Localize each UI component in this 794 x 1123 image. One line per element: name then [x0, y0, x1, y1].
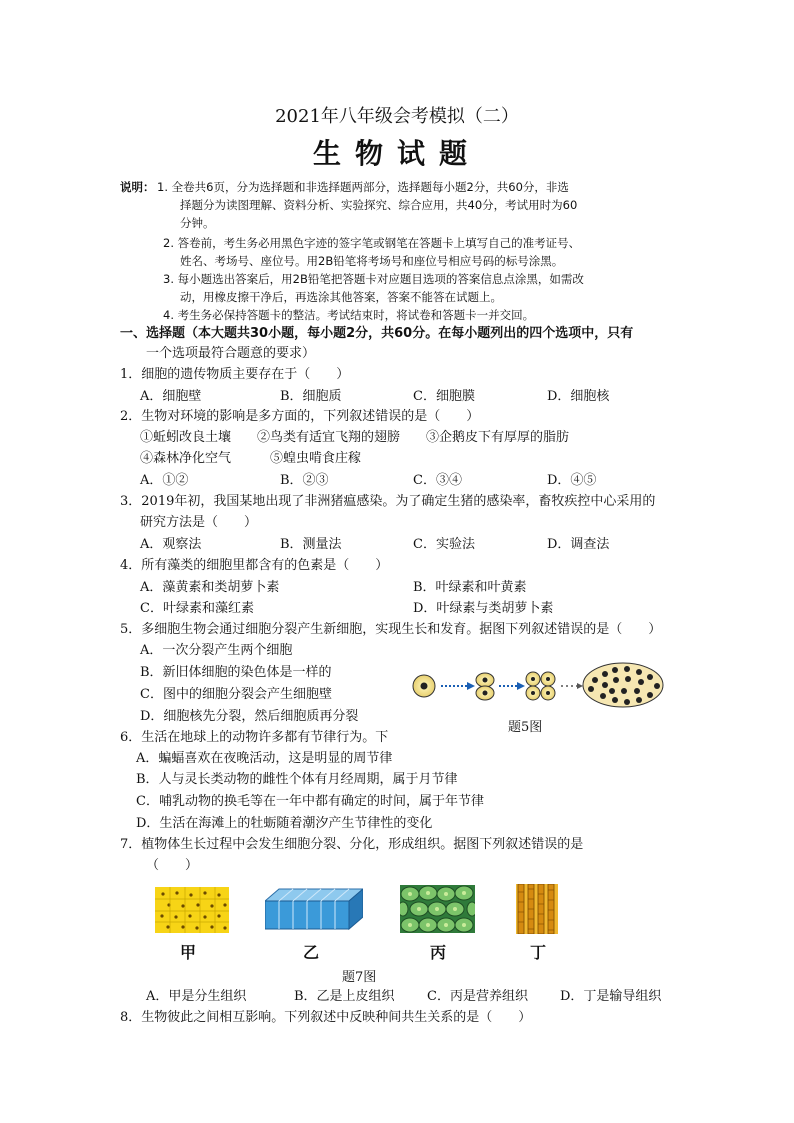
instruction-line: 分钟。: [180, 216, 215, 230]
instruction-line: 择题分为读图理解、资料分析、实验探究、综合应用，共40分，考试用时为60: [180, 198, 578, 212]
q1-option-a[interactable]: A．细胞壁: [140, 389, 202, 404]
q3-option-b[interactable]: B．测量法: [280, 537, 342, 552]
question-5-stem: 5．多细胞生物会通过细胞分裂产生新细胞，实现生长和发育。据图下列叙述错误的是（ ）: [120, 622, 662, 637]
q7-option-a[interactable]: A．甲是分生组织: [146, 989, 247, 1004]
instruction-line: 动，用橡皮擦干净后，再选涂其他答案，答案不能答在试题上。: [180, 290, 502, 304]
q5-option-d[interactable]: D．细胞核先分裂，然后细胞质再分裂: [140, 709, 359, 724]
q2-option-d[interactable]: D．④⑤: [547, 473, 597, 488]
instruction-line: 3. 每小题选出答案后，用2B铅笔把答题卡对应题目选项的答案信息点涂黑，如需改: [163, 272, 584, 286]
tissue-yi-image: [265, 887, 363, 933]
q6-option-d[interactable]: D．生活在海滩上的牡蛎随着潮汐产生节律性的变化: [136, 816, 433, 831]
question-1-stem: 1．细胞的遗传物质主要存在于（ ）: [120, 367, 350, 382]
q6-option-b[interactable]: B．人与灵长类动物的雌性个体有月经周期，属于月节律: [136, 772, 458, 787]
section-heading-cont: 一个选项最符合题意的要求）: [146, 346, 316, 361]
q7-option-c[interactable]: C．丙是营养组织: [427, 989, 528, 1004]
instructions-label: 说明：: [120, 180, 155, 194]
q7-option-b[interactable]: B．乙是上皮组织: [294, 989, 395, 1004]
tissue-label-yi: 乙: [303, 943, 320, 962]
q2-option-b[interactable]: B．②③: [280, 473, 329, 488]
q4-option-b[interactable]: B．叶绿素和叶黄素: [413, 580, 527, 595]
q1-option-c[interactable]: C．细胞膜: [413, 389, 475, 404]
figure-7-caption: 题7图: [342, 970, 377, 985]
q2-items-line2: ④森林净化空气 ⑤蝗虫啃食庄稼: [140, 451, 362, 466]
subject-title: 生物试题: [312, 137, 481, 170]
q6-option-c[interactable]: C．哺乳动物的换毛等在一年中都有确定的时间，属于年节律: [136, 794, 484, 809]
question-7-stem: 7．植物体生长过程中会发生细胞分裂、分化，形成组织。据图下列叙述错误的是: [120, 837, 584, 852]
q3-option-c[interactable]: C．实验法: [413, 537, 475, 552]
instruction-line: 姓名、考场号、座位号。用2B铅笔将考场号和座位号相应号码的标号涂黑。: [180, 254, 564, 268]
q2-option-c[interactable]: C．③④: [413, 473, 462, 488]
q3-option-a[interactable]: A．观察法: [140, 537, 202, 552]
question-7-stem-cont: （ ）: [146, 858, 199, 873]
q1-option-d[interactable]: D．细胞核: [547, 389, 610, 404]
q5-option-a[interactable]: A．一次分裂产生两个细胞: [140, 643, 293, 658]
section-heading: 一、选择题（本大题共30小题，每小题2分，共60分。在每小题列出的四个选项中，只有: [120, 326, 634, 341]
q4-option-d[interactable]: D．叶绿素与类胡萝卜素: [413, 601, 554, 616]
question-6-stem: 6．生活在地球上的动物许多都有节律行为。下: [120, 730, 389, 745]
q3-option-d[interactable]: D．调查法: [547, 537, 610, 552]
q5-option-b[interactable]: B．新旧体细胞的染色体是一样的: [140, 665, 332, 680]
q5-option-c[interactable]: C．图中的细胞分裂会产生细胞壁: [140, 687, 332, 702]
question-3-stem: 3．2019年初，我国某地出现了非洲猪瘟感染。为了确定生猪的感染率，畜牧疾控中心采用的: [120, 494, 656, 509]
tissue-jia-image: [155, 887, 229, 933]
instruction-line: 1. 全卷共6页，分为选择题和非选择题两部分，选择题每小题2分，共60分，非选: [157, 180, 569, 194]
q4-option-c[interactable]: C．叶绿素和藻红素: [140, 601, 254, 616]
instruction-line: 2. 答卷前，考生务必用黑色字迹的签字笔或钢笔在答题卡上填写自己的准考证号、: [163, 236, 581, 250]
q6-option-a[interactable]: A．蝙蝠喜欢在夜晚活动，这是明显的周节律: [136, 751, 393, 766]
q2-items-line1: ①蚯蚓改良土壤 ②鸟类有适宜飞翔的翅膀 ③企鹅皮下有厚厚的脂肪: [140, 430, 570, 445]
q1-option-b[interactable]: B．细胞质: [280, 389, 342, 404]
question-8-stem: 8．生物彼此之间相互影响。下列叙述中反映种间共生关系的是（ ）: [120, 1010, 532, 1025]
tissue-label-bing: 丙: [430, 943, 447, 962]
question-3-stem-cont: 研究方法是（ ）: [140, 515, 258, 530]
tissue-label-ding: 丁: [530, 943, 547, 962]
tissue-bing-image: [400, 885, 475, 933]
cell-division-figure: [405, 660, 675, 710]
exam-title: 2021年八年级会考模拟（二）: [275, 106, 519, 127]
tissue-ding-image: [516, 884, 558, 934]
instruction-line: 4. 考生务必保持答题卡的整洁。考试结束时，将试卷和答题卡一并交回。: [163, 308, 535, 322]
question-2-stem: 2．生物对环境的影响是多方面的，下列叙述错误的是（ ）: [120, 409, 480, 424]
tissue-label-jia: 甲: [180, 943, 197, 962]
q4-option-a[interactable]: A．藻黄素和类胡萝卜素: [140, 580, 280, 595]
figure-5-caption: 题5图: [508, 720, 543, 735]
q2-option-a[interactable]: A．①②: [140, 473, 189, 488]
q7-option-d[interactable]: D．丁是输导组织: [560, 989, 662, 1004]
question-4-stem: 4．所有藻类的细胞里都含有的色素是（ ）: [120, 558, 389, 573]
